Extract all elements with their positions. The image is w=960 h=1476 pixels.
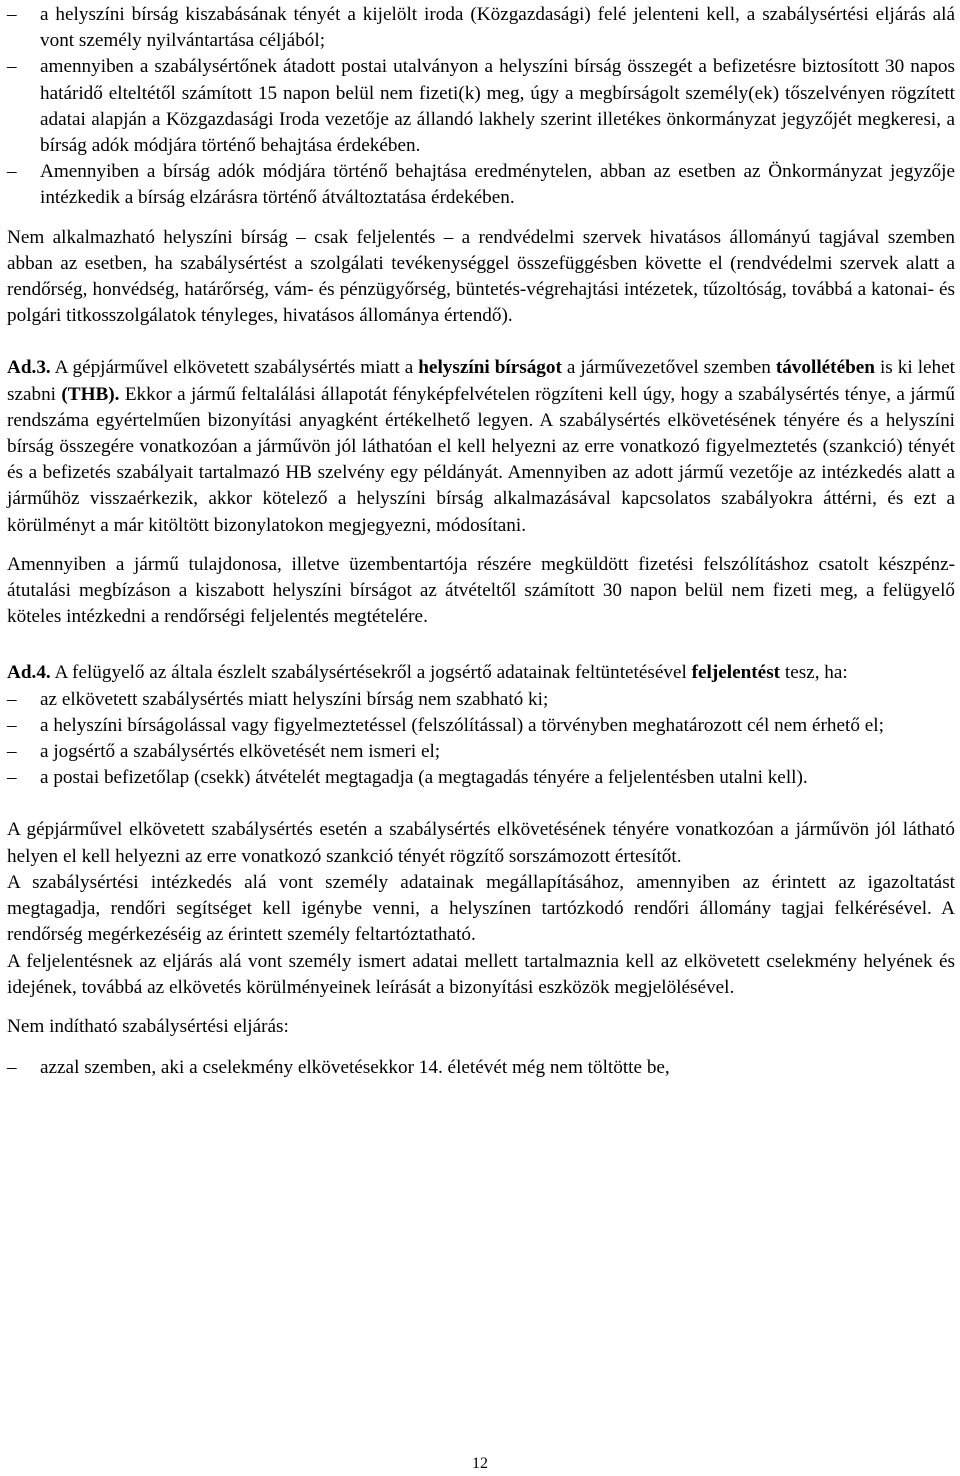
dash-bullet: – <box>7 56 17 78</box>
list-item: – amennyiben a szabálysértőnek átadott postai utalványon a helyszíni bírság összegét a befizetésre biztosított 30 napos határidő elteltétől számított 15 napon belül nem fizeti(k) meg, úgy a megbírságolt személy(ek) tőszelvényen rögzített adatai alapján a Közgazdasági Iroda vezetője az állandó lakhely szerint illetékes önkormányzat jegyzőjét megkeresi, a bírság adók módjára történő behajtása érdekében. <box>7 56 955 157</box>
list-item: – a postai befizetőlap (csekk) átvételét megtagadja (a megtagadás tényére a feljelentésben utalni kell). <box>7 765 955 791</box>
paragraph-ad3: Ad.3. A gépjárművel elkövetett szabálysértés miatt a helyszíni bírságot a járművezetővel szemben távollétében is ki lehet szabni (THB). Ekkor a jármű feltalálási állapotát fényképfelvételen rögzíteni kell úgy, hogy a szabálysértés ténye, a jármű rendszáma egyértelműen bizonyítási anyagként értékelhető legyen. A szabálysértés elkövetésének tényére és a helyszíni bírság összegére vonatkozóan a járművön jól láthatóan el kell helyezni az erre vonatkozó figyelmeztetés (szankció) tényét és a befizetés szabályait tartalmazó HB szelvény egy példányát. Amennyiben az adott jármű vezetője az intézkedés alatt a járműhöz visszaérkezik, akkor kötelező a helyszíni bírság alkalmazásával kapcsolatos szabályokra áttérni, és ezt a körülményt a már kitöltött bizonylatokon megjegyezni, módosítani. <box>7 357 955 536</box>
paragraph-gepjarmu: A gépjárművel elkövetett szabálysértés esetén a szabálysértés elkövetésének tényére vonatkozóan a járművön jól látható helyen el kell helyezni az erre vonatkozó szankció tényét rögzítő sorszámozott értesítőt. <box>7 819 955 867</box>
dash-bullet: – <box>7 4 17 25</box>
top-dash-list <box>7 2 955 212</box>
paragraph-ad4: Ad.4. A felügyelő az általa észlelt szabálysértésekről a jogsértő adatainak feltüntetésével feljelentést tesz, ha: <box>7 662 848 684</box>
paragraph-nem-alkalmazhato: Nem alkalmazható helyszíni bírság – csak feljelentés – a rendvédelmi szervek hivatásos állományú tagjával szemben abban az esetben, ha szabálysértést a szolgálati tevékenységgel összefüggésben követte el (rendvédelmi szervek alatt a rendőrség, honvédség, határőrség, vám- és pénzügyőrség, büntetés-végrehajtási intézetek, tűzoltóság, továbbá a katonai- és polgári titkosszolgálatok tényleges, hivatásos állománya értendő). <box>7 226 955 327</box>
list-item: – az elkövetett szabálysértés miatt helyszíni bírság nem szabható ki; <box>7 687 955 713</box>
dash-bullet: – <box>7 1057 17 1079</box>
page-number: 12 <box>472 1455 488 1472</box>
paragraph-tulajdonos: Amennyiben a jármű tulajdonosa, illetve üzembentartója részére megküldött fizetési felszólításhoz csatolt készpénz-átutalási megbízáson a kiszabott helyszíni bírságot az átvételtől számított 30 napon belül nem fizeti meg, a felügyelő köteles intézkedni a rendőrségi feljelentés megtételére. <box>7 553 955 628</box>
paragraph-intezkedes: A szabálysértési intézkedés alá vont személy adatainak megállapításához, amennyiben az érintett az igazoltatást megtagadja, rendőri segítséget kell igénybe venni, a helyszínen tartózkodó rendőri állomány tagjai felkérésével. A rendőrség megérkezéséig az érintett személy feltartóztatható. <box>7 871 955 946</box>
list-item: – a jogsértő a szabálysértés elkövetését nem ismeri el; <box>7 739 955 765</box>
section-label-ad4: Ad.4. <box>7 662 51 684</box>
dash-bullet: – <box>7 714 17 736</box>
list-item: – a helyszíni bírság kiszabásának tényét a kijelölt iroda (Közgazdasági) felé jelenteni kell, a szabálysértési eljárás alá vont személy nyilvántartása céljából; <box>7 4 955 52</box>
section-label-ad3: Ad.3. <box>7 357 51 379</box>
paragraph-feljelentes: A feljelentésnek az eljárás alá vont személy ismert adatai mellett tartalmaznia kell az elkövetett cselekmény helyének és idejének, továbbá az elkövetés körülményeinek leírását a bizonyítási eszközök megjelölésével. <box>7 950 955 998</box>
dash-bullet: – <box>7 688 17 710</box>
list-item: – azzal szemben, aki a cselekmény elkövetésekkor 14. életévét még nem töltötte be, <box>7 1055 955 1081</box>
ad4-dash-list <box>7 687 955 792</box>
document-page <box>7 2 955 1081</box>
bottom-dash-list <box>7 1055 955 1081</box>
list-item: – a helyszíni bírságolással vagy figyelmeztetéssel (felszólítással) a törvényben meghatározott cél nem érhető el; <box>7 713 955 739</box>
dash-bullet: – <box>7 741 17 763</box>
dash-bullet: – <box>7 767 17 789</box>
list-item: – Amennyiben a bírság adók módjára történő behajtása eredménytelen, abban az esetben az Önkormányzat jegyzője intézkedik a bírság elzárásra történő átváltoztatása érdekében. <box>7 161 955 209</box>
dash-bullet: – <box>7 161 17 183</box>
paragraph-nem-inditato: Nem indítható szabálysértési eljárás: <box>7 1015 289 1037</box>
